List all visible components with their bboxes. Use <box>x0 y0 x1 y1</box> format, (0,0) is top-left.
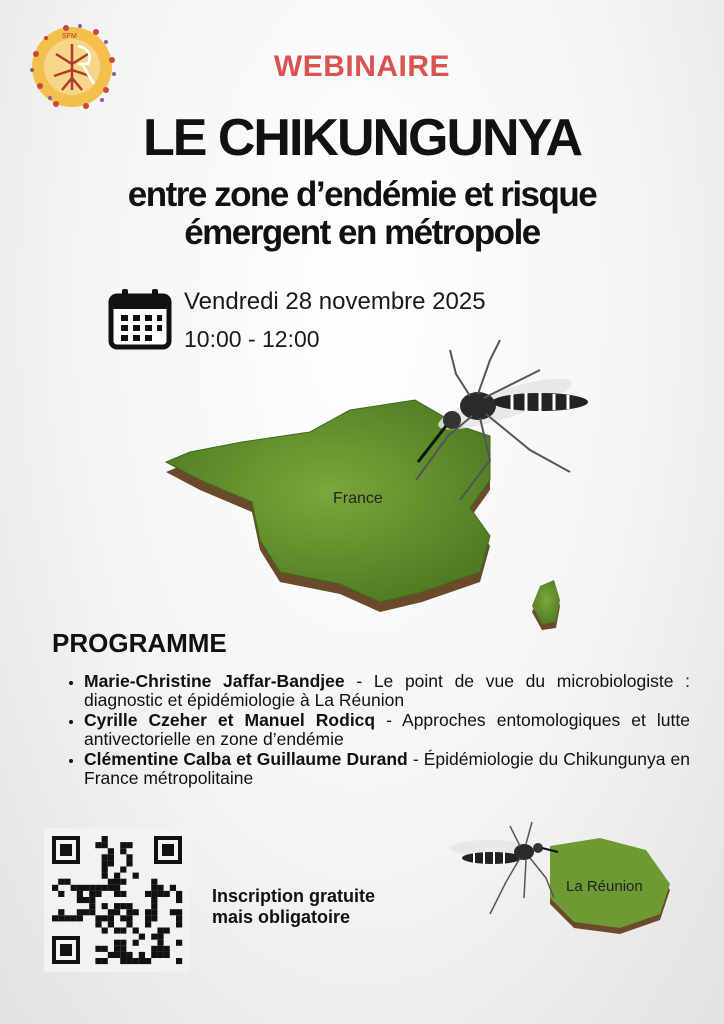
france-label: France <box>333 490 383 507</box>
webinar-badge: WEBINAIRE <box>273 50 451 83</box>
france-map-illustration <box>160 340 630 640</box>
speaker-name: Marie-Christine Jaffar-Bandjee <box>84 671 345 691</box>
programme-list <box>60 672 690 789</box>
subtitle-line-2: émergent en métropole <box>184 213 540 252</box>
speaker-name: Clémentine Calba et Guillaume Durand <box>84 749 408 769</box>
mosquito-icon <box>450 822 558 914</box>
list-item <box>84 711 690 749</box>
list-item <box>84 672 690 710</box>
event-date: Vendredi 28 novembre 2025 <box>184 288 486 315</box>
speaker-name: Cyrille Czeher et Manuel Rodicq <box>84 710 376 730</box>
page-subtitle <box>0 176 724 252</box>
programme-heading: PROGRAMME <box>52 628 227 658</box>
talk-topic: - Épidémiologie du Chikungunya en France métropolitaine <box>84 749 690 788</box>
registration-line-2: mais obligatoire <box>212 907 351 927</box>
qr-code[interactable] <box>44 828 190 972</box>
reunion-label: La Réunion <box>566 878 643 895</box>
event-time: 10:00 - 12:00 <box>184 326 320 352</box>
registration-note <box>212 886 375 928</box>
page-title: LE CHIKUNGUNYA <box>142 109 582 167</box>
registration-line-1: Inscription gratuite <box>212 886 376 906</box>
svg-text:SFM: SFM <box>62 33 77 40</box>
talk-topic: - Le point de vue du microbiologiste : diagnostic et épidémiologie à La Réunion <box>84 671 690 710</box>
list-item <box>84 750 690 788</box>
talk-topic: - Approches entomologiques et lutte antivectorielle en zone d’endémie <box>84 710 690 749</box>
subtitle-line-1: entre zone d’endémie et risque <box>127 175 597 214</box>
reunion-map-illustration <box>450 818 680 938</box>
